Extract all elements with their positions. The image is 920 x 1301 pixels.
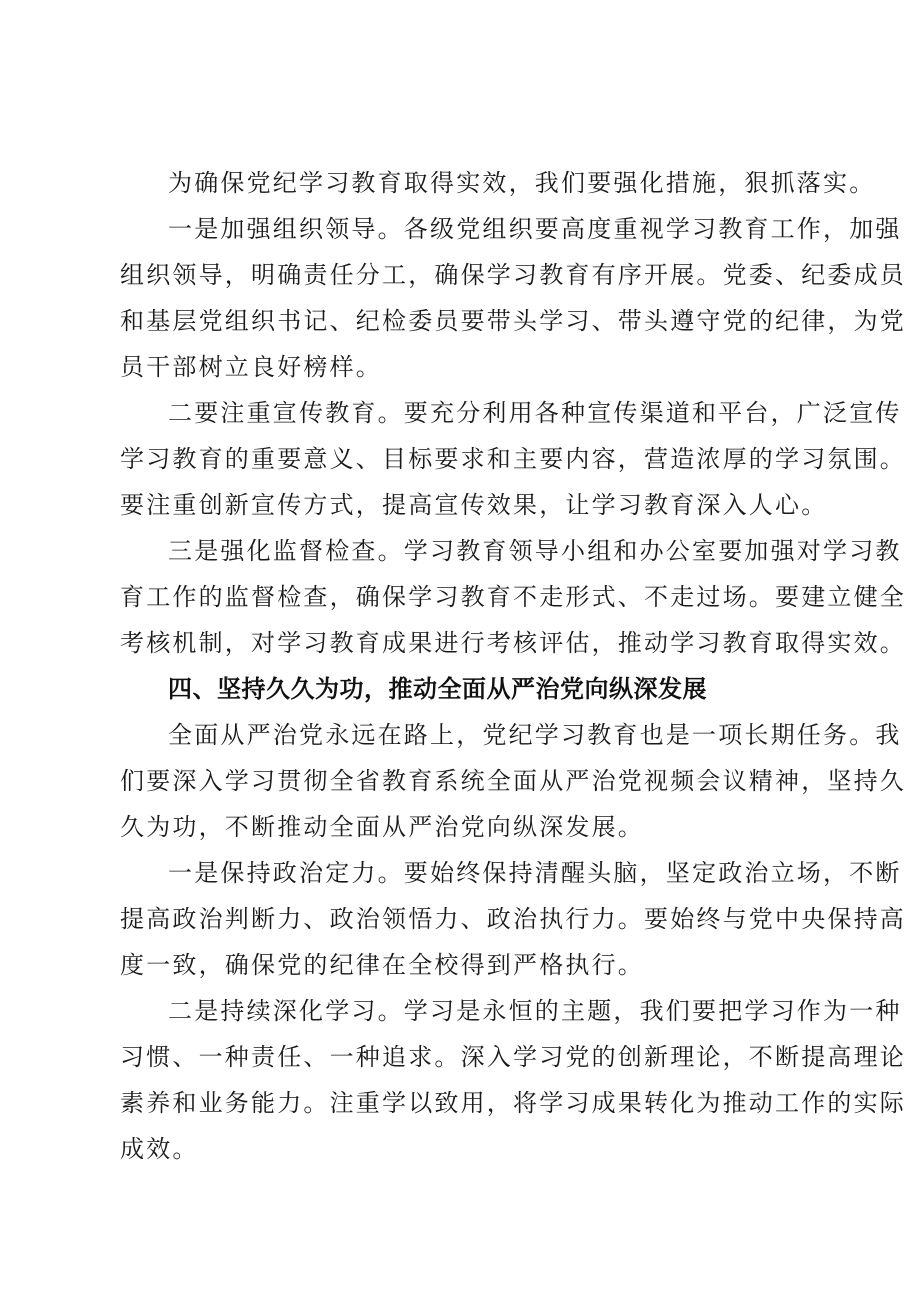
paragraph-section-intro-line-3: 久为功，不断推动全面从严治党向纵深发展。 [120,813,644,841]
paragraph-publicity-line-1: 二要注重宣传教育。要充分利用各种宣传渠道和平台，广泛宣传 [168,399,902,427]
paragraph-organization-line-3: 和基层党组织书记、纪检委员要带头学习、带头遵守党的纪律，为党 [120,307,906,335]
paragraph-section-intro-line-1: 全面从严治党永远在路上，党纪学习教育也是一项长期任务。我 [168,721,902,749]
paragraph-supervision-line-2: 育工作的监督检查，确保学习教育不走形式、不走过场。要建立健全 [120,583,906,611]
paragraph-study-line-3: 素养和业务能力。注重学以致用，将学习成果转化为推动工作的实际 [120,1089,906,1117]
paragraph-organization-line-1: 一是加强组织领导。各级党组织要高度重视学习教育工作，加强 [168,215,902,243]
paragraph-supervision-line-3: 考核机制，对学习教育成果进行考核评估，推动学习教育取得实效。 [120,629,906,657]
paragraph-intro-line-1: 为确保党纪学习教育取得实效，我们要强化措施，狠抓落实。 [168,169,876,197]
paragraph-political-line-3: 度一致，确保党的纪律在全校得到严格执行。 [120,951,644,979]
paragraph-political-line-2: 提高政治判断力、政治领悟力、政治执行力。要始终与党中央保持高 [120,905,906,933]
paragraph-political-line-1: 一是保持政治定力。要始终保持清醒头脑，坚定政治立场，不断 [168,859,902,887]
paragraph-supervision-line-1: 三是强化监督检查。学习教育领导小组和办公室要加强对学习教 [168,537,902,565]
section-heading: 四、坚持久久为功，推动全面从严治党向纵深发展 [168,675,707,703]
paragraph-study-line-1: 二是持续深化学习。学习是永恒的主题，我们要把学习作为一种 [168,997,902,1025]
paragraph-organization-line-4: 员干部树立良好榜样。 [120,353,382,381]
paragraph-publicity-line-3: 要注重创新宣传方式，提高宣传效果，让学习教育深入人心。 [120,491,828,519]
paragraph-study-line-4: 成效。 [120,1135,199,1163]
paragraph-study-line-2: 习惯、一种责任、一种追求。深入学习党的创新理论，不断提高理论 [120,1043,906,1071]
paragraph-organization-line-2: 组织领导，明确责任分工，确保学习教育有序开展。党委、纪委成员 [120,261,906,289]
paragraph-publicity-line-2: 学习教育的重要意义、目标要求和主要内容，营造浓厚的学习氛围。 [120,445,906,473]
paragraph-section-intro-line-2: 们要深入学习贯彻全省教育系统全面从严治党视频会议精神，坚持久 [120,767,906,795]
